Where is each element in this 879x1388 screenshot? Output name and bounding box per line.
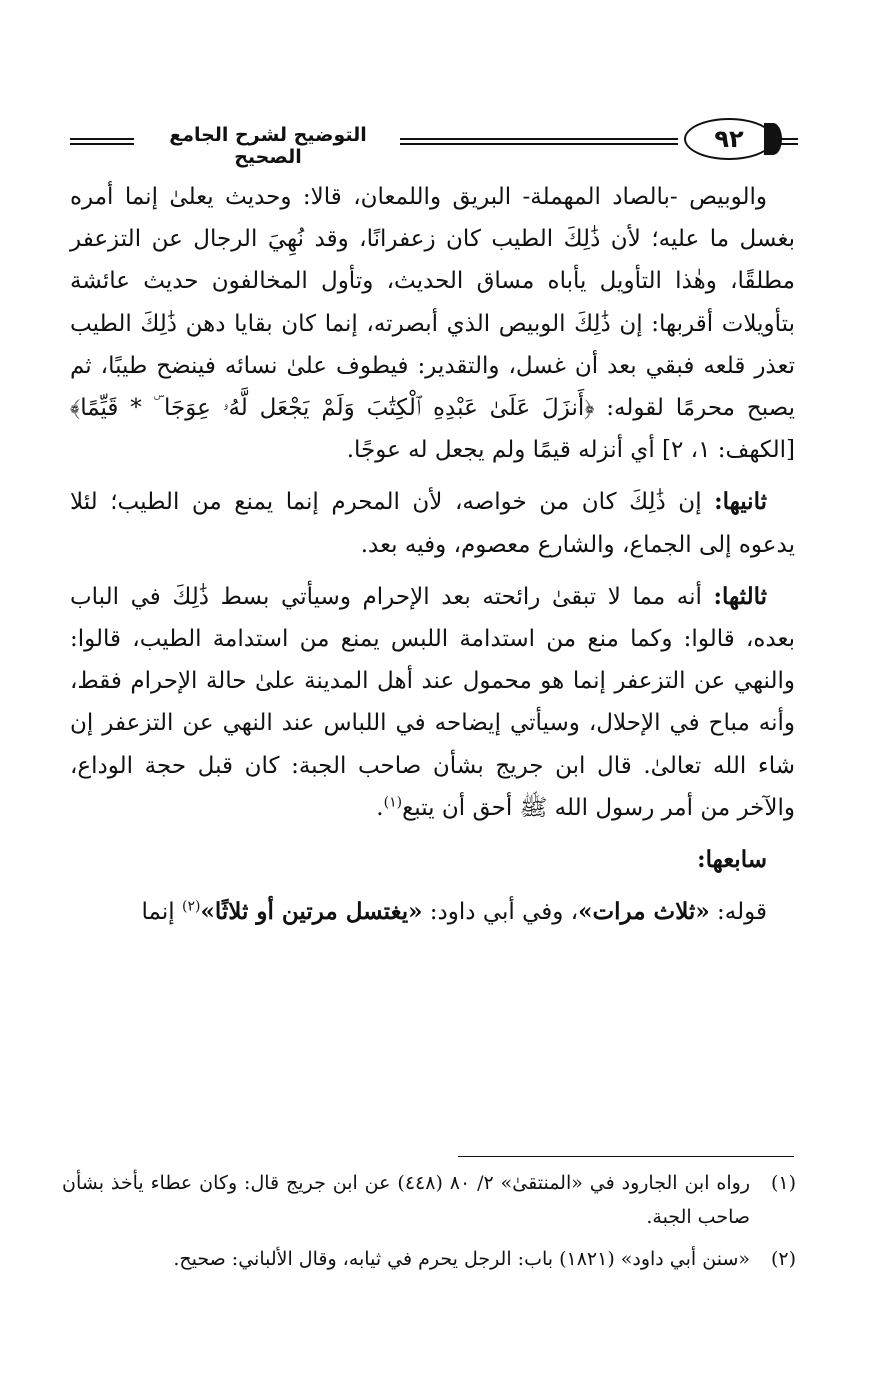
header-rule-right [778, 138, 798, 145]
paragraph [70, 481, 795, 565]
paragraph-text: أنه مما لا تبقىٰ رائحته بعد الإحرام وسيأتي بسط ذَٰلِكَ في الباب بعده، قالوا: وكما منع من استدامة اللبس يمنع من استدامة الطيب، قالوا: والنهي عن التزعفر إنما هو محمول عند أهل المدينة علىٰ حالة الإحرام فقط، وأنه مباح في الإحلال، وسيأتي إيضاحه في اللباس عند النهي عن التزعفر إن شاء الله تعالىٰ. قال ابن جريج بشأن صاحب الجبة: كان قبل حجة الوداع، والآخر من أمر رسول الله ﷺ أحق أن يتبع [70, 583, 795, 821]
paragraph-lead: ثانيها: [714, 488, 767, 516]
footnote-separator [458, 1156, 794, 1157]
header-rule-middle [400, 138, 678, 145]
paragraph [70, 176, 795, 471]
page-header [70, 118, 798, 168]
paragraph [70, 891, 795, 933]
footnote [62, 1242, 796, 1276]
paragraph-lead: ثالثها: [713, 582, 767, 610]
paragraph-text: إن ذَٰلِكَ كان من خواصه، لأن المحرم إنما يمنع من الطيب؛ لئلا يدعوه إلى الجماع، والشارع معصوم، وفيه بعد. [70, 489, 795, 558]
paragraph-tail: إنما [141, 899, 182, 926]
running-title: التوضيح لشرح الجامع الصحيح [169, 124, 367, 168]
footnote [62, 1166, 796, 1234]
paragraph-pre: قوله: [709, 899, 767, 926]
footnote-ref: (٢) [181, 898, 201, 915]
hadith-quote: «ثلاث مرات» [578, 898, 710, 926]
paragraph [70, 839, 795, 881]
paragraph [70, 576, 795, 829]
paragraph-text: والوبيص -بالصاد المهملة- البريق واللمعان، قالا: وحديث يعلىٰ إنما أمره بغسل ما عليه؛ لأن ذَٰلِكَ الطيب كان زعفرانًا، وقد نُهِيَ الرجال عن التزعفر مطلقًا، وهٰذا التأويل يأباه مساق الحديث، وتأول المخالفون حديث عائشة بتأويلات أقربها: إن ذَٰلِكَ الوبيص الذي أبصرته، إنما كان بقايا دهن ذَٰلِكَ الطيب تعذر قلعه فبقي بعد أن غسل، والتقدير: فيطوف علىٰ نسائه فينضح طيبًا، ثم يصبح محرمًا لقوله: ﴿أَنزَلَ عَلَىٰ عَبْدِهِ ٱلْكِتَٰبَ وَلَمْ يَجْعَل لَّهُۥ عِوَجَا ۜ * قَيِّمًا﴾ [الكهف: ١، ٢] أي أنزله قيمًا ولم يجعل له عوجًا. [70, 184, 795, 464]
page-number: ٩٢ [684, 118, 774, 160]
header-rule-left [70, 138, 134, 145]
footnote-number: (٢) [770, 1248, 796, 1270]
footnotes [62, 1166, 796, 1284]
paragraph-tail: . [376, 794, 384, 821]
hadith-quote: «يغتسل مرتين أو ثلاثًا» [200, 898, 423, 926]
footnote-ref: (١) [383, 794, 403, 811]
footnote-text: «سنن أبي داود» (١٨٢١) باب: الرجل يحرم في ثيابه، وقال الألباني: صحيح. [173, 1248, 750, 1270]
main-text [70, 176, 795, 943]
paragraph-mid: ، وفي أبي داود: [422, 899, 579, 926]
footnote-text: رواه ابن الجارود في «المنتقىٰ» ٢/ ٨٠ (٤٤٨) عن ابن جريج قال: وكان عطاء يأخذ بشأن صاحب الجبة. [62, 1172, 750, 1228]
footnote-number: (١) [770, 1172, 796, 1194]
paragraph-lead: سابعها: [697, 846, 767, 874]
